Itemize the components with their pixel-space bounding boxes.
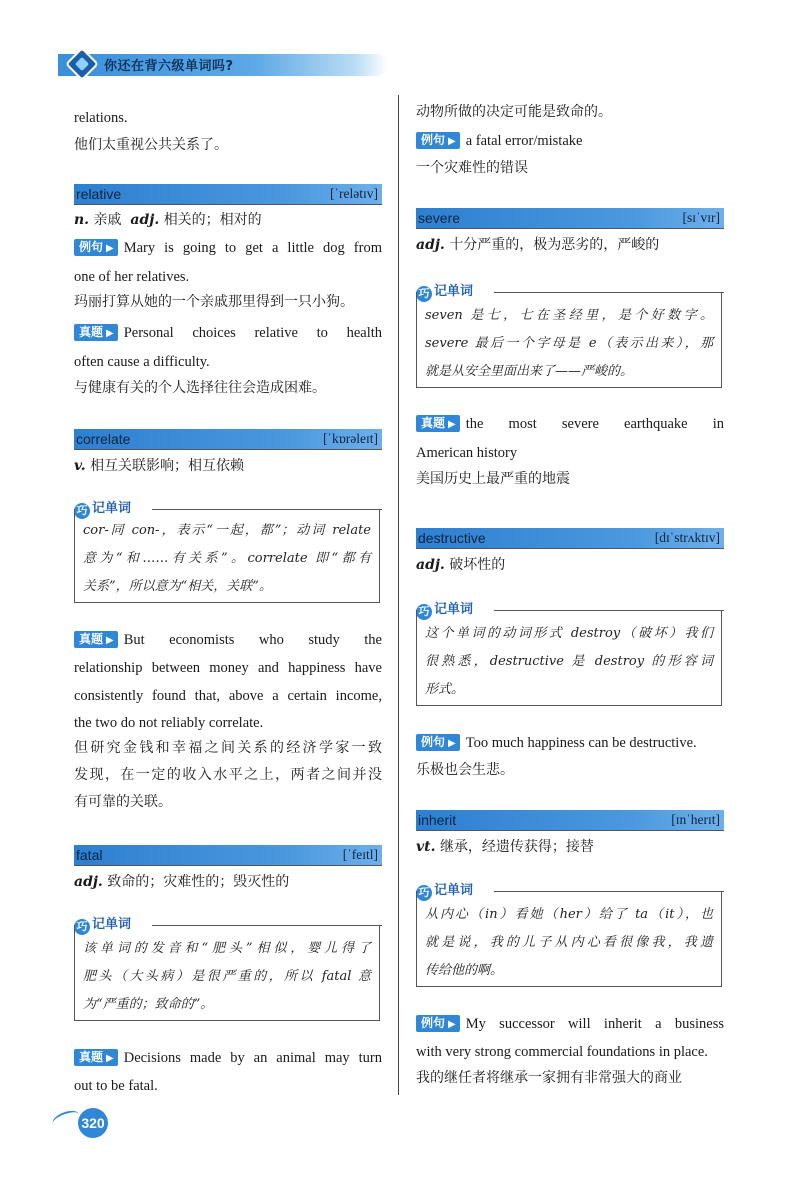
- definition: vt. 继承，经遗传获得；接替: [416, 839, 594, 855]
- memory-tip-box: seven 是七，七在圣经里，是个好数字。 severe 最后一个字母是 e（表示出来），那 就是从安全里面出来了——严峻的。: [416, 292, 722, 388]
- arrow-icon: ▶: [448, 738, 456, 749]
- headword: severe: [418, 210, 461, 226]
- exam-line: 真题 ▶ Personal choices relative to health: [74, 323, 382, 343]
- example-line: one of her relatives.: [74, 269, 190, 285]
- memory-tip-box: 该单词的发音和“肥头”相似，婴儿得了 肥头（大头病）是很严重的，所以 fatal 意 为“严重的；致命的”。: [74, 925, 380, 1021]
- entry-header-destructive: [416, 528, 724, 549]
- definition: n. 亲戚 adj. 相关的；相对的: [74, 212, 262, 228]
- example-badge: 例句 ▶: [416, 734, 460, 751]
- definition: adj. 致命的；灾难性的；毁灭性的: [74, 874, 290, 890]
- entry-header-fatal: [74, 845, 382, 866]
- intro-translation: 他们太重视公共关系了。: [74, 137, 228, 153]
- example-badge: 例句 ▶: [416, 1015, 460, 1032]
- example-badge: 例句 ▶: [416, 132, 460, 149]
- memory-icon: 巧: [416, 885, 432, 901]
- headword: relative: [76, 186, 122, 202]
- entry-header-severe: [416, 208, 724, 229]
- headword: fatal: [76, 847, 103, 863]
- exam-line: the two do not reliably correlate.: [74, 715, 264, 731]
- exam-translation: 发现，在一定的收入水平之上，两者之间并没: [74, 767, 382, 783]
- definition: adj. 十分严重的，极为恶劣的，严峻的: [416, 237, 660, 253]
- exam-line: 真题 ▶ But economists who study the: [74, 630, 382, 650]
- arrow-icon: ▶: [106, 328, 114, 339]
- example-translation: 一个灾难性的错误: [416, 160, 528, 176]
- page-header-title: 你还在背六级单词吗?: [104, 59, 234, 74]
- exam-line: relationship between money and happiness have: [74, 660, 382, 676]
- exam-line: often cause a difficulty.: [74, 354, 210, 370]
- entry-header-relative: [74, 184, 382, 205]
- intro-line: relations.: [74, 110, 128, 126]
- example-translation: 乐极也会生悲。: [416, 762, 514, 778]
- exam-line: American history: [416, 445, 518, 461]
- exam-translation: 有可靠的关联。: [74, 794, 172, 810]
- example-line: 例句 ▶ My successor will inherit a business: [416, 1014, 724, 1034]
- phonetic: [ˈfeɪtl]: [342, 847, 378, 862]
- phonetic: [dɪˈstrʌktɪv]: [654, 530, 720, 545]
- definition: adj. 破坏性的: [416, 557, 506, 573]
- column-divider: [398, 95, 399, 1095]
- memory-tip-box: 从内心（in）看她（her）给了 ta（it），也 就是说，我的儿子从内心看很像我，我遗 传给他的啊。: [416, 891, 722, 987]
- memory-tip-box: 这个单词的动词形式 destroy（破坏）我们 很熟悉，destructive 是 destroy 的形容词 形式。: [416, 610, 722, 706]
- memory-tip-label: 巧 记单词: [416, 281, 724, 303]
- phonetic: [sɪˈvɪr]: [682, 210, 720, 225]
- phonetic: [ˈkɒrəleɪt]: [322, 431, 378, 446]
- memory-tip-box: cor-同 con-，表示“一起，都”；动词 relate 意为“和……有关系”。correlate 即“都有 关系”，所以意为“相关，关联”。: [74, 509, 380, 603]
- exam-line: 真题 ▶ the most severe earthquake in: [416, 414, 724, 434]
- exam-line: 真题 ▶ Decisions made by an animal may turn: [74, 1048, 382, 1068]
- arrow-icon: ▶: [448, 136, 456, 147]
- memory-icon: 巧: [416, 604, 432, 620]
- example-line: with very strong commercial foundations in place.: [416, 1044, 708, 1060]
- phonetic: [ˈrelətɪv]: [330, 186, 378, 201]
- example-line: 例句 ▶ a fatal error/mistake: [416, 131, 724, 151]
- headword: correlate: [76, 431, 131, 447]
- phonetic: [ɪnˈherɪt]: [671, 812, 720, 827]
- exam-badge: 真题 ▶: [416, 415, 460, 432]
- arrow-icon: ▶: [106, 243, 114, 254]
- exam-badge: 真题 ▶: [74, 324, 118, 341]
- memory-icon: 巧: [74, 919, 90, 935]
- headword: destructive: [418, 530, 486, 546]
- example-badge: 例句 ▶: [74, 239, 118, 256]
- headword: inherit: [418, 812, 457, 828]
- entry-header-correlate: [74, 429, 382, 450]
- memory-tip-label: 巧 记单词: [416, 880, 724, 902]
- memory-tip-label: 巧 记单词: [416, 599, 724, 621]
- memory-tip-label: 巧 记单词: [74, 498, 382, 520]
- exam-translation: 动物所做的决定可能是致命的。: [416, 104, 612, 120]
- exam-line: consistently found that, above a certain income,: [74, 688, 382, 704]
- example-line: 例句 ▶ Mary is going to get a little dog from: [74, 238, 382, 258]
- exam-badge: 真题 ▶: [74, 1049, 118, 1066]
- exam-translation: 但研究金钱和幸福之间关系的经济学家一致: [74, 740, 382, 756]
- memory-icon: 巧: [74, 503, 90, 519]
- arrow-icon: ▶: [448, 419, 456, 430]
- definition: v. 相互关联影响；相互依赖: [74, 458, 245, 474]
- exam-translation: 美国历史上最严重的地震: [416, 471, 570, 487]
- example-line: 例句 ▶ Too much happiness can be destructive.: [416, 733, 724, 753]
- memory-tip-label: 巧 记单词: [74, 914, 382, 936]
- entry-header-inherit: [416, 810, 724, 831]
- exam-line: out to be fatal.: [74, 1078, 158, 1094]
- arrow-icon: ▶: [106, 1053, 114, 1064]
- example-translation: 我的继任者将继承一家拥有非常强大的商业: [416, 1070, 682, 1086]
- arrow-icon: ▶: [106, 635, 114, 646]
- memory-icon: 巧: [416, 286, 432, 302]
- arrow-icon: ▶: [448, 1019, 456, 1030]
- exam-badge: 真题 ▶: [74, 631, 118, 648]
- swoosh-decoration-icon: [50, 1108, 81, 1131]
- page-number: 320: [78, 1108, 108, 1138]
- example-translation: 玛丽打算从她的一个亲戚那里得到一只小狗。: [74, 294, 354, 310]
- exam-translation: 与健康有关的个人选择往往会造成困难。: [74, 380, 326, 396]
